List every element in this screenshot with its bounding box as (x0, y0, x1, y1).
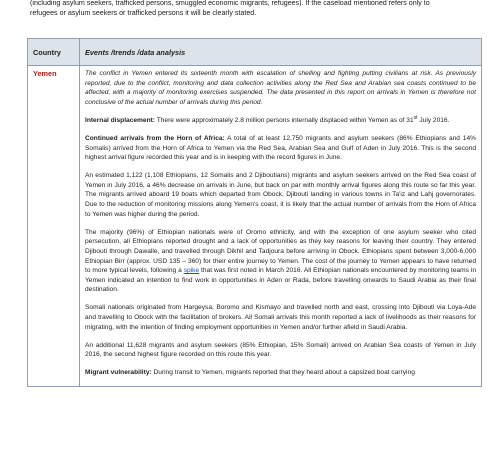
internal-displacement-tail: July 2016. (417, 116, 450, 124)
continued-arrivals-paragraph (85, 134, 476, 163)
continued-arrivals-heading: Continued arrivals from the Horn of Africa: (85, 134, 225, 142)
ordinal-suffix: st (413, 114, 418, 121)
ethiopian-nationals-paragraph (85, 228, 476, 295)
events-cell (80, 66, 482, 387)
header-events: Events /trends /data analysis (80, 39, 482, 66)
country-cell: Yemen (28, 66, 80, 387)
header-country: Country (28, 39, 80, 66)
internal-displacement-paragraph (85, 116, 476, 126)
events-table (27, 38, 482, 387)
intro-line-2: refugees or asylum seekers or trafficked persons it will be clearly stated. (30, 9, 257, 17)
lead-paragraph: The conflict in Yemen entered its sixteenth month with escalation of shelling and fighting putting civilians at risk. As previously reported, due to the conflict, monitoring and data collection activities along the Red Sea and Arabian sea coasts continued to be affected, with a majority of monitoring exercises suspended. The data presented in this report on arrivals in Yemen is therefore not conclusive of the actual number of arrivals during this period. (85, 70, 476, 106)
migrant-vulnerability-paragraph (85, 368, 476, 378)
red-sea-arrivals-paragraph: An estimated 1,122 (1,108 Ethiopians, 12 Somalis and 2 Djiboutians) migrants and asylum seekers arrived on the Red Sea coast of Yemen in July 2016, a 46% decrease on arrivals in June, but back on par with monthly arrival figures along this route so far this year. The migrants arrived aboard 19 boats which departed from Obock, Djibouti landing in various towns in Ta'iz and Lahj governorates. Due to the reduction of monitoring missions along Yemen's coast, it is likely that the actual number of arrivals from the Horn of Africa to Yemen was higher during the period. (85, 172, 476, 218)
migrant-vulnerability-text: During transit to Yemen, migrants reported that they heard about a capsized boat carrying (151, 369, 415, 377)
table-header-row (28, 39, 482, 66)
intro-line-1: (including asylum seekers, trafficked persons, smuggled economic migrants, refugees). If the caseload mentioned refers only to (30, 0, 430, 7)
migrant-vulnerability-heading: Migrant vulnerability: (85, 369, 152, 377)
ethiopian-text-a: The majority (96%) of Ethiopian nationals were of Oromo ethnicity, and with the exception of one asylum seeker who cited persecution, all Ethiopians reported drought and a lack of opportunities as they key reasons for leaving their country. They entered Djibouti through Dawalle, and travelled through Dikhil and Tadjoura before arriving in Obock. Ethiopians spent between 3,000-6,000 Ethiopian Birr (approx. USD 135 – 360) for their entire journey to Yemen. The cost of the journey to Yemen appears to have returned to more typical levels, following a (85, 228, 476, 275)
spike-link[interactable]: spike (183, 267, 200, 275)
intro-text (30, 0, 480, 18)
ethiopian-text-b: that was first noted in March 2016. All Ethiopian nationals encountered by monitoring teams in Yemen indicated an intention to find work in opportunities in Aden or Rada, before travelling onwards to Saudi Arabia as their final destination. (85, 267, 476, 294)
somali-nationals-paragraph: Somali nationals originated from Hargeysa, Boromo and Kismayo and travelled north and east, crossing into Djibouti via Loya-Ade and travelling to Obock with the facilitation of brokers. All Somali arrivals this month reported a lack of livelihoods as their reasons for migrating, with the intention of finding employment opportunities in Yemen and/or further afield in Saudi Arabia. (85, 304, 476, 331)
table-row (28, 66, 482, 387)
arabian-sea-paragraph: An additional 11,628 migrants and asylum seekers (85% Ethiopian, 15% Somali) arrived on Arabian Sea coasts of Yemen in July 2016, the second highest figure recorded on this route this year. (85, 341, 476, 359)
continued-arrivals-text: A total of at least 12,750 migrants and asylum seekers (86% Ethiopians and 14% Somalis) arrived from the Horn of Africa to Yemen via the Red Sea, Arabian Sea and Gulf of Aden in July 2016. This is the second highest arrival figure recorded this year and is in keeping with the record figures in June. (85, 134, 476, 162)
internal-displacement-text: There were approximately 2.8 million persons internally displaced within Yemen as of 31 (155, 116, 414, 124)
internal-displacement-heading: Internal displacement: (85, 116, 155, 124)
